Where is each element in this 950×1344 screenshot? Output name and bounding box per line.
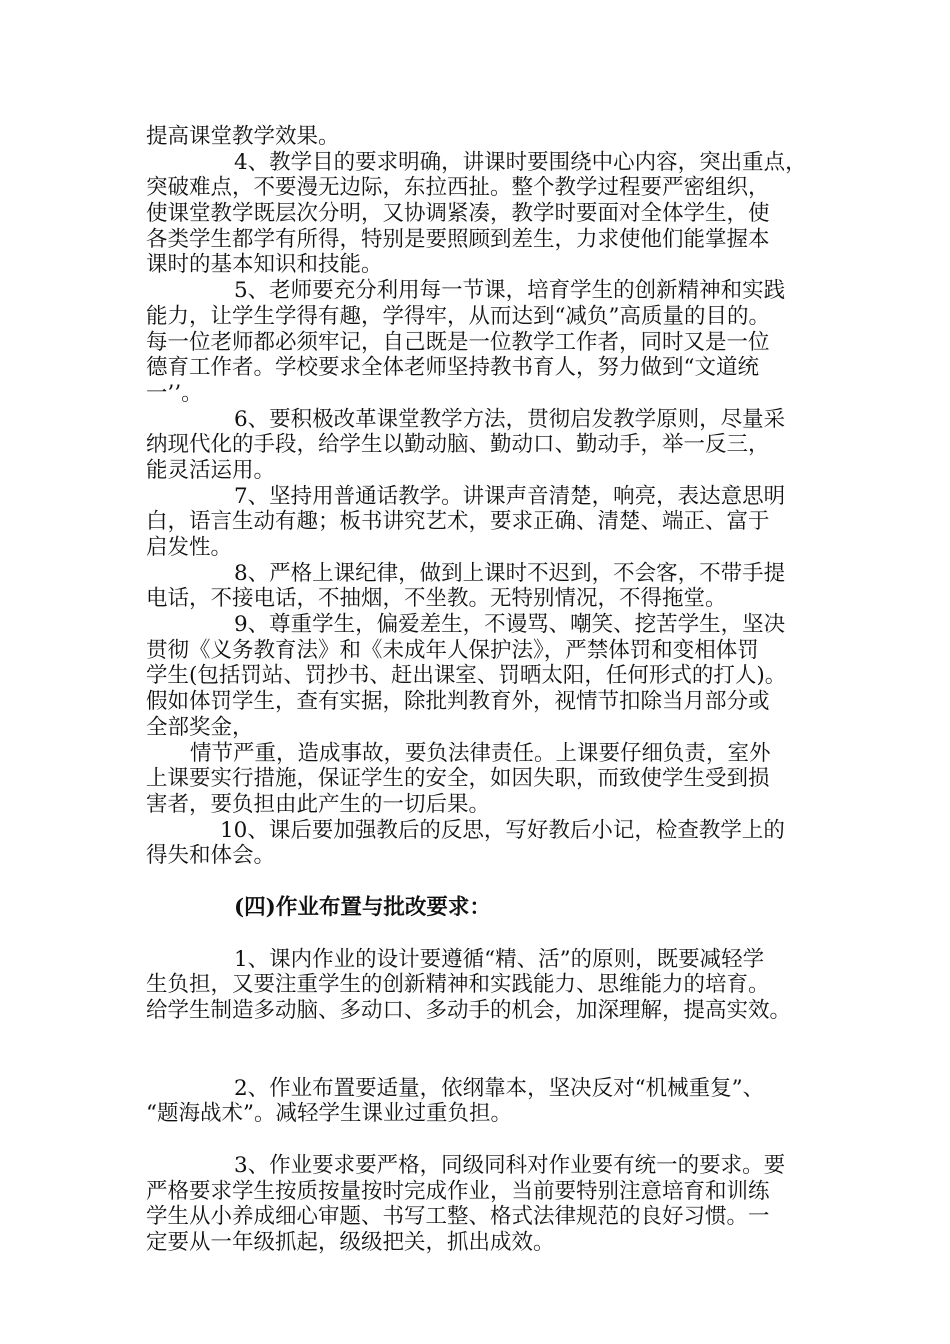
text-line: 10、课后要加强教后的反思，写好教后小记，检查教学上的	[220, 817, 785, 843]
text-line: 白，语言生动有趣；板书讲究艺术，要求正确、清楚、端正、富于	[146, 509, 770, 535]
paragraph-gap	[146, 1024, 818, 1076]
text-line: 生负担，又要注重学生的创新精神和实践能力、思维能力的培育。	[146, 972, 770, 998]
text-line: 德育工作者。学校要求全体老师坚持教书育人，努力做到“文道统	[146, 355, 759, 381]
text-line: 各类学生都学有所得，特别是要照顾到差生，力求使他们能掌握本	[146, 226, 770, 252]
text-line: 上课要实行措施，保证学生的安全，如因失职，而致使学生受到损	[146, 766, 770, 792]
text-line: 学生(包括罚站、罚抄书、赶出课室、罚晒太阳，任何形式的打人)。	[146, 663, 787, 689]
text-line: 突破难点，不要漫无边际，东拉西扯。整个教学过程要严密组织，	[146, 175, 770, 201]
text-line: 电话，不接电话，不抽烟，不坐教。无特别情况，不得拖堂。	[146, 586, 727, 612]
text-line: 能灵活运用。	[146, 457, 276, 483]
text-line: 9、尊重学生，偏爱差生，不谩骂、嘲笑、挖苦学生，坚决	[234, 612, 786, 638]
text-line: 4、教学目的要求明确，讲课时要围绕中心内容，突出重点，	[234, 149, 807, 175]
text-line: 7、坚持用普通话教学。讲课声音清楚，响亮，表达意思明	[234, 483, 786, 509]
text-line: 得失和体会。	[146, 843, 276, 869]
text-line: 情节严重，造成事故，要负法律责任。上课要仔细负责，室外	[190, 740, 771, 766]
text-line: 8、严格上课纪律，做到上课时不迟到，不会客，不带手提	[234, 560, 786, 586]
paragraph-gap	[146, 1127, 818, 1153]
paragraph-gap	[146, 921, 818, 947]
text-line: 3、作业要求要严格，同级同科对作业要有统一的要求。要	[234, 1153, 786, 1179]
text-line: 全部奖金，	[146, 714, 254, 740]
text-line: 能力，让学生学得有趣，学得牢，从而达到“减负”高质量的目的。	[146, 303, 770, 329]
text-line: 课时的基本知识和技能。	[146, 252, 383, 278]
text-line: 贯彻《义务教育法》和《未成年人保护法》，严禁体罚和变相体罚	[146, 637, 759, 663]
text-line: 5、老师要充分利用每一节课，培育学生的创新精神和实践	[234, 278, 786, 304]
text-line: 每一位老师都必须牢记，自己既是一位教学工作者，同时又是一位	[146, 329, 770, 355]
paragraph-gap	[146, 869, 818, 895]
document-page	[146, 124, 818, 1256]
text-line: 纳现代化的手段，给学生以勤动脑、勤动口、勤动手，举一反三，	[146, 432, 770, 458]
text-line: 严格要求学生按质按量按时完成作业，当前要特别注意培育和训练	[146, 1178, 770, 1204]
text-line: 害者，要负担由此产生的一切后果。	[146, 791, 491, 817]
text-line: “题海战术”。减轻学生课业过重负担。	[146, 1101, 512, 1127]
text-line: 假如体罚学生，查有实据，除批判教育外，视情节扣除当月部分或	[146, 689, 770, 715]
text-line: 使课堂教学既层次分明，又协调紧凑，教学时要面对全体学生，使	[146, 201, 770, 227]
section-heading: (四)作业布置与批改要求：	[234, 894, 491, 920]
text-line: 一’’。	[146, 380, 203, 406]
text-line: 定要从一年级抓起，级级把关，抓出成效。	[146, 1230, 555, 1256]
text-line: 提高课堂教学效果。	[146, 124, 340, 149]
text-line: 学生从小养成细心审题、书写工整、格式法律规范的良好习惯。一	[146, 1204, 770, 1230]
text-line: 2、作业布置要适量，依纲靠本，坚决反对“机械重复”、	[234, 1075, 765, 1101]
text-line: 给学生制造多动脑、多动口、多动手的机会，加深理解，提高实效。	[146, 998, 792, 1023]
text-line: 1、课内作业的设计要遵循“精、活”的原则，既要减轻学	[234, 946, 765, 972]
text-line: 6、要积极改革课堂教学方法，贯彻启发教学原则，尽量采	[234, 406, 786, 432]
text-line: 启发性。	[146, 535, 233, 560]
